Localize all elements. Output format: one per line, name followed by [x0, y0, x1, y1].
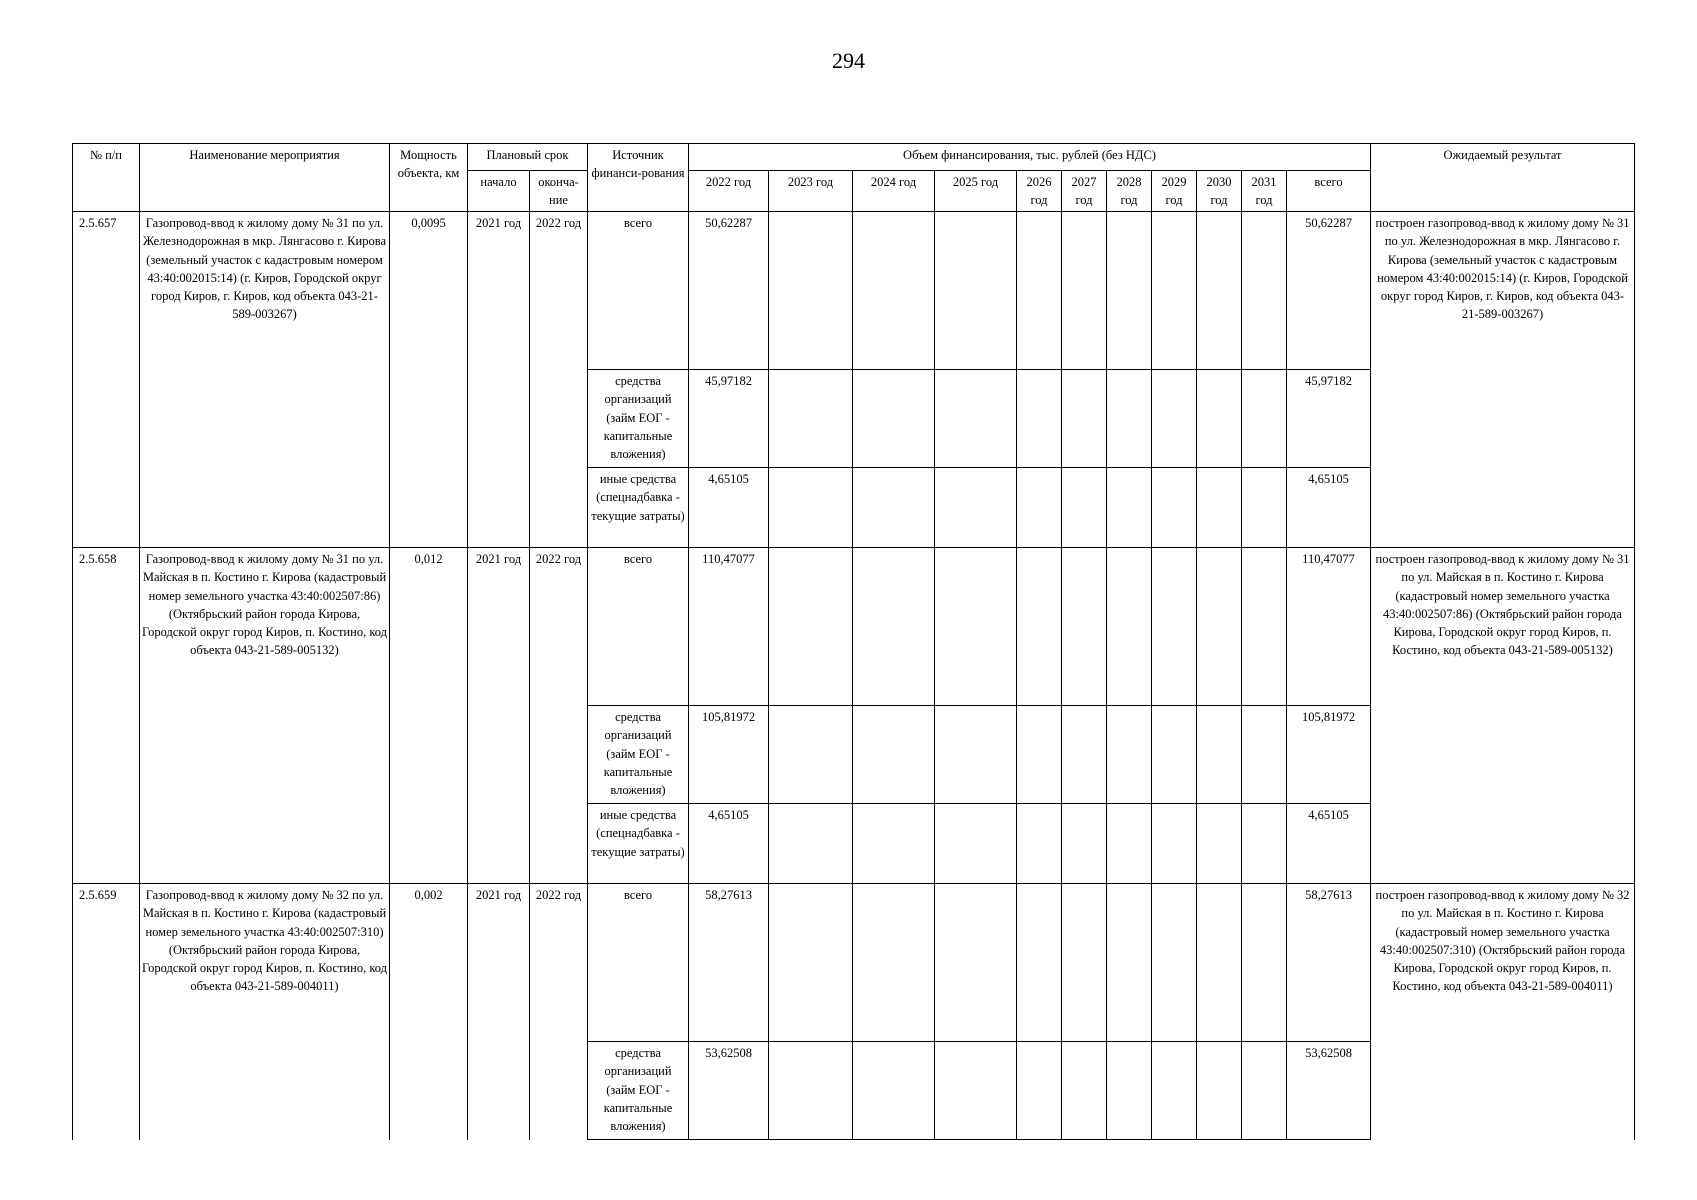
- row-value-2022: 4,65105: [689, 804, 769, 884]
- row-source: средства организаций (займ ЕОГ - капитальные вложения): [588, 1042, 689, 1140]
- row-value-2022: 53,62508: [689, 1042, 769, 1140]
- row-value-total: 58,27613: [1287, 884, 1371, 1042]
- row-number: 2.5.659: [73, 884, 140, 1140]
- header-year-2023: 2023 год: [769, 171, 853, 212]
- row-value-2022: 4,65105: [689, 468, 769, 548]
- financing-table: [72, 143, 1635, 1140]
- header-year-2030: 2030 год: [1197, 171, 1242, 212]
- row-name: Газопровод-ввод к жилому дому № 31 по ул. Железнодорожная в мкр. Лянгасово г. Кирова (земельный участок с кадастровым номером 43:40:002015:14) (г. Киров, Городской округ город Киров, г. Киров, код объекта 043-21-589-003267): [140, 212, 390, 548]
- row-source: всего: [588, 212, 689, 370]
- row-name: Газопровод-ввод к жилому дому № 31 по ул. Майская в п. Костино г. Кирова (кадастровый номер земельного участка 43:40:002507:86) (Октябрьский район города Кирова, Городской округ город Киров, п. Костино, код объекта 043-21-589-005132): [140, 548, 390, 884]
- row-source: всего: [588, 548, 689, 706]
- row-start: 2021 год: [468, 212, 530, 548]
- header-year-2022: 2022 год: [689, 171, 769, 212]
- row-value-total: 50,62287: [1287, 212, 1371, 370]
- row-end: 2022 год: [530, 884, 588, 1140]
- header-name: Наименование мероприятия: [140, 144, 390, 212]
- row-result: построен газопровод-ввод к жилому дому № 31 по ул. Майская в п. Костино г. Кирова (кадастровый номер земельного участка 43:40:002507:86) (Октябрьский район города Кирова, Городской округ город Киров, п. Костино, код объекта 043-21-589-005132): [1371, 548, 1635, 884]
- row-power: 0,012: [390, 548, 468, 884]
- row-name: Газопровод-ввод к жилому дому № 32 по ул. Майская в п. Костино г. Кирова (кадастровый номер земельного участка 43:40:002507:310) (Октябрьский район города Кирова, Городской округ город Киров, п. Костино, код объекта 043-21-589-004011): [140, 884, 390, 1140]
- header-year-2027: 2027 год: [1062, 171, 1107, 212]
- row-value-total: 4,65105: [1287, 804, 1371, 884]
- row-source: всего: [588, 884, 689, 1042]
- header-volume: Объем финансирования, тыс. рублей (без НДС): [689, 144, 1371, 171]
- header-year-2028: 2028 год: [1107, 171, 1152, 212]
- header-start: начало: [468, 171, 530, 212]
- row-source: средства организаций (займ ЕОГ - капитальные вложения): [588, 370, 689, 468]
- row-number: 2.5.658: [73, 548, 140, 884]
- row-result: построен газопровод-ввод к жилому дому № 31 по ул. Железнодорожная в мкр. Лянгасово г. Кирова (земельный участок с кадастровым номером 43:40:002015:14) (г. Киров, Городской округ город Киров, г. Киров, код объекта 043-21-589-003267): [1371, 212, 1635, 548]
- row-result: построен газопровод-ввод к жилому дому № 32 по ул. Майская в п. Костино г. Кирова (кадастровый номер земельного участка 43:40:002507:310) (Октябрьский район города Кирова, Городской округ город Киров, п. Костино, код объекта 043-21-589-004011): [1371, 884, 1635, 1140]
- header-term: Плановый срок: [468, 144, 588, 171]
- row-value-total: 53,62508: [1287, 1042, 1371, 1140]
- row-value-total: 4,65105: [1287, 468, 1371, 548]
- row-source: средства организаций (займ ЕОГ - капитальные вложения): [588, 706, 689, 804]
- header-source: Источник финанси-рования: [588, 144, 689, 212]
- row-value-2022: 58,27613: [689, 884, 769, 1042]
- table-header: [73, 144, 1635, 212]
- row-source: иные средства (спецнадбавка - текущие затраты): [588, 804, 689, 884]
- header-year-2024: 2024 год: [853, 171, 935, 212]
- header-end: оконча-ние: [530, 171, 588, 212]
- row-value-2022: 105,81972: [689, 706, 769, 804]
- row-start: 2021 год: [468, 884, 530, 1140]
- row-value-total: 105,81972: [1287, 706, 1371, 804]
- header-year-2029: 2029 год: [1152, 171, 1197, 212]
- row-value-2022: 50,62287: [689, 212, 769, 370]
- header-power: Мощность объекта, км: [390, 144, 468, 212]
- table-row: [73, 884, 1635, 1042]
- row-source: иные средства (спецнадбавка - текущие затраты): [588, 468, 689, 548]
- header-result: Ожидаемый результат: [1371, 144, 1635, 212]
- row-value-total: 110,47077: [1287, 548, 1371, 706]
- row-start: 2021 год: [468, 548, 530, 884]
- row-value-2022: 110,47077: [689, 548, 769, 706]
- row-value-total: 45,97182: [1287, 370, 1371, 468]
- row-power: 0,0095: [390, 212, 468, 548]
- row-end: 2022 год: [530, 548, 588, 884]
- header-total: всего: [1287, 171, 1371, 212]
- row-power: 0,002: [390, 884, 468, 1140]
- row-value-2022: 45,97182: [689, 370, 769, 468]
- row-end: 2022 год: [530, 212, 588, 548]
- table-row: [73, 548, 1635, 706]
- page-number: 294: [832, 48, 865, 73]
- header-year-2031: 2031 год: [1242, 171, 1287, 212]
- table-row: [73, 212, 1635, 370]
- header-no: № п/п: [73, 144, 140, 212]
- row-number: 2.5.657: [73, 212, 140, 548]
- header-year-2025: 2025 год: [935, 171, 1017, 212]
- header-year-2026: 2026 год: [1017, 171, 1062, 212]
